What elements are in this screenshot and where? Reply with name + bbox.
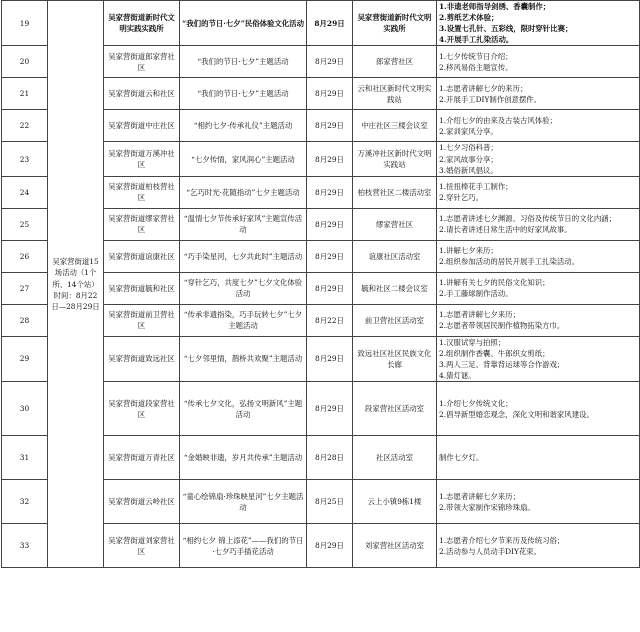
event-date: 8月29日	[307, 336, 353, 381]
event-date: 8月29日	[307, 176, 353, 208]
organizer: 吴家营街道万溪冲社区	[104, 142, 180, 176]
event-name: “我们的节日·七夕”主题活动	[180, 78, 307, 110]
event-date: 8月29日	[307, 110, 353, 142]
row-number: 19	[2, 1, 48, 46]
venue: 缪家营社区	[353, 208, 437, 240]
organizer: 吴家营街道郎家营社区	[104, 46, 180, 78]
activity-content	[437, 208, 640, 240]
row-number: 24	[2, 176, 48, 208]
activity-content	[437, 436, 640, 480]
event-date: 8月29日	[307, 524, 353, 568]
event-name: “我们的节日·七夕”主题活动	[180, 46, 307, 78]
venue: 柏枝营社区二楼活动室	[353, 176, 437, 208]
activity-line: 2.移风易俗主题宣传。	[439, 62, 513, 72]
activity-line: 2.开展手工DIY制作创意摆件。	[439, 94, 542, 104]
activity-line: 3.设置七孔针、五彩线，限时穿针比赛；	[439, 24, 573, 34]
event-date: 8月29日	[307, 382, 353, 436]
event-name: “乞巧时光·花随指动”七夕主题活动	[180, 176, 307, 208]
activity-content	[437, 480, 640, 524]
activity-line: 1.七夕传统节日介绍；	[439, 51, 513, 61]
row-number: 21	[2, 78, 48, 110]
organizer: 吴家营街道缪家营社区	[104, 208, 180, 240]
event-date: 8月29日	[307, 46, 353, 78]
event-name: “童心绘锦扇·珍珠映星河”七夕主题活动	[180, 480, 307, 524]
row-number: 27	[2, 272, 48, 304]
venue: 刘家营社区活动室	[353, 524, 437, 568]
activity-line: 3.婚俗新风倡议。	[439, 165, 498, 175]
venue: 郎家营社区	[353, 46, 437, 78]
activity-line: 2.志愿者带领居民制作植物拓染方巾。	[439, 321, 565, 331]
activity-line: 2.穿针乞巧。	[439, 193, 484, 203]
event-date: 8月29日	[307, 1, 353, 46]
activity-content	[437, 240, 640, 272]
activity-content	[437, 110, 640, 142]
organizer: 吴家营街道万青社区	[104, 436, 180, 480]
organizer: 吴家营街道段家营社区	[104, 382, 180, 436]
event-name: “温情七夕节传承好家风”主题宣传活动	[180, 208, 307, 240]
row-number: 26	[2, 240, 48, 272]
activity-line: 1.介绍七夕传统文化；	[439, 398, 513, 408]
row-number: 30	[2, 382, 48, 436]
activity-content	[437, 382, 640, 436]
row-number: 23	[2, 142, 48, 176]
group-summary: 吴家营街道15场活动（1个所、14个站）时间：8月22日—28月29日	[48, 1, 104, 568]
activity-line: 1.非遗老师指导剑绣、香囊制作；	[439, 2, 551, 11]
activity-line: 2.带领大家制作宋锦珍珠扇。	[439, 502, 535, 512]
activity-line: 1.志愿者讲解七夕来历；	[439, 491, 520, 501]
venue: 段家营社区活动室	[353, 382, 437, 436]
venue: 吴家营街道新时代文明实践所	[353, 1, 437, 46]
organizer: 吴家营街道柏枝营社区	[104, 176, 180, 208]
venue: 社区活动室	[353, 436, 437, 480]
activity-line: 1.志愿者讲述七夕渊源、习俗及传统节日的文化内涵；	[439, 214, 617, 224]
activity-line: 1.讲解有关七夕的民俗文化知识；	[439, 278, 550, 288]
activity-content	[437, 524, 640, 568]
venue: 中庄社区三楼会议室	[353, 110, 437, 142]
event-date: 8月28日	[307, 436, 353, 480]
venue: 毓和社区二楼会议室	[353, 272, 437, 304]
activity-line: 4.开展手工扎染活动。	[439, 35, 514, 45]
row-number: 25	[2, 208, 48, 240]
organizer: 吴家营街道毓和社区	[104, 272, 180, 304]
venue: 云上小镇9栋1楼	[353, 480, 437, 524]
activity-line: 2.活动参与人员动手DIY花束。	[439, 546, 542, 556]
event-date: 8月29日	[307, 272, 353, 304]
event-date: 8月25日	[307, 480, 353, 524]
row-number: 28	[2, 304, 48, 336]
activity-line: 2.倡导新型婚恋观念，深化文明和谐家风建设。	[439, 409, 594, 419]
row-number: 20	[2, 46, 48, 78]
activity-line: 制作七夕灯。	[439, 453, 484, 463]
venue: 前卫营社区活动室	[353, 304, 437, 336]
activity-table	[1, 0, 640, 568]
activity-line: 2.请长者讲述日常生活中的好家风故事。	[439, 225, 572, 235]
activity-line: 2.家训家风分享。	[439, 126, 498, 136]
event-name: “相约七夕 锦上添花”——我们的节日·七夕巧手插花活动	[180, 524, 307, 568]
activity-content	[437, 272, 640, 304]
event-date: 8月29日	[307, 208, 353, 240]
activity-content	[437, 176, 640, 208]
event-date: 8月29日	[307, 240, 353, 272]
activity-content	[437, 78, 640, 110]
organizer: 吴家营街道刘家营社区	[104, 524, 180, 568]
event-name: “穿针乞巧，共度七夕”七夕文化体验活动	[180, 272, 307, 304]
row-number: 33	[2, 524, 48, 568]
organizer: 吴家营街道云和社区	[104, 78, 180, 110]
activity-line: 1.七夕习俗科普；	[439, 143, 498, 153]
activity-content	[437, 46, 640, 78]
event-date: 8月29日	[307, 142, 353, 176]
activity-content	[437, 142, 640, 176]
row-number: 31	[2, 436, 48, 480]
activity-line: 2.家风故事分享；	[439, 154, 498, 164]
organizer: 吴家营街道云岭社区	[104, 480, 180, 524]
event-name: “金婚映非遗，岁月共传承”主题活动	[180, 436, 307, 480]
activity-line: 2.组织参加活动的居民开展手工扎染活动。	[439, 257, 580, 267]
organizer: 吴家营街道中庄社区	[104, 110, 180, 142]
organizer: 吴家营街道谊康社区	[104, 240, 180, 272]
activity-line: 1.志愿者讲解七夕来历；	[439, 310, 520, 320]
organizer: 吴家营街道前卫营社区	[104, 304, 180, 336]
event-date: 8月22日	[307, 304, 353, 336]
venue: 万溪冲社区新时代文明实践站	[353, 142, 437, 176]
activity-line: 1.志愿者介绍七夕节来历及传统习俗；	[439, 535, 565, 545]
activity-line: 1.介绍七夕的由来及古装古风体验；	[439, 115, 557, 125]
activity-line: 1.汉服试穿与拍照；	[439, 337, 506, 347]
row-number: 29	[2, 336, 48, 381]
row-number: 32	[2, 480, 48, 524]
event-name: “七夕传情，家风润心”主题活动	[180, 142, 307, 176]
organizer: 吴家营街道致远社区	[104, 336, 180, 381]
activity-line: 1.扭扭棒花手工制作；	[439, 182, 513, 192]
venue: 云和社区新时代文明实践站	[353, 78, 437, 110]
activity-line: 1.志愿者讲解七夕的来历；	[439, 83, 528, 93]
activity-content	[437, 336, 640, 381]
event-date: 8月29日	[307, 78, 353, 110]
activity-content	[437, 304, 640, 336]
activity-line: 1.讲解七夕来历；	[439, 246, 498, 256]
activity-line: 2.手工藤球制作活动。	[439, 289, 513, 299]
event-name: “传承七夕文化，弘扬文明新风”主题活动	[180, 382, 307, 436]
activity-content	[437, 1, 640, 46]
event-name: “七夕邻里情，鹊桥共欢聚”主题活动	[180, 336, 307, 381]
event-name: “相约七夕·传承礼仪”主题活动	[180, 110, 307, 142]
activity-line: 2.剪纸艺术体验；	[439, 13, 499, 23]
event-name: “巧手染星河，七夕共此时”主题活动	[180, 240, 307, 272]
activity-line: 4.猜灯谜。	[439, 371, 476, 381]
activity-line: 3.两人三足、背靠背运球等合作游戏；	[439, 359, 565, 369]
table-row	[2, 1, 640, 46]
organizer: 吴家营街道新时代文明实践实践所	[104, 1, 180, 46]
event-name: “我们的节日·七夕”民俗体验文化活动	[180, 1, 307, 46]
row-number: 22	[2, 110, 48, 142]
venue: 谊康社区活动室	[353, 240, 437, 272]
event-name: “传承非遗指染，巧手玩转七夕”七夕主题活动	[180, 304, 307, 336]
venue: 致远社区社区民族文化长廊	[353, 336, 437, 381]
activity-line: 2.组织制作香囊、牛郎织女剪纸；	[439, 348, 550, 358]
